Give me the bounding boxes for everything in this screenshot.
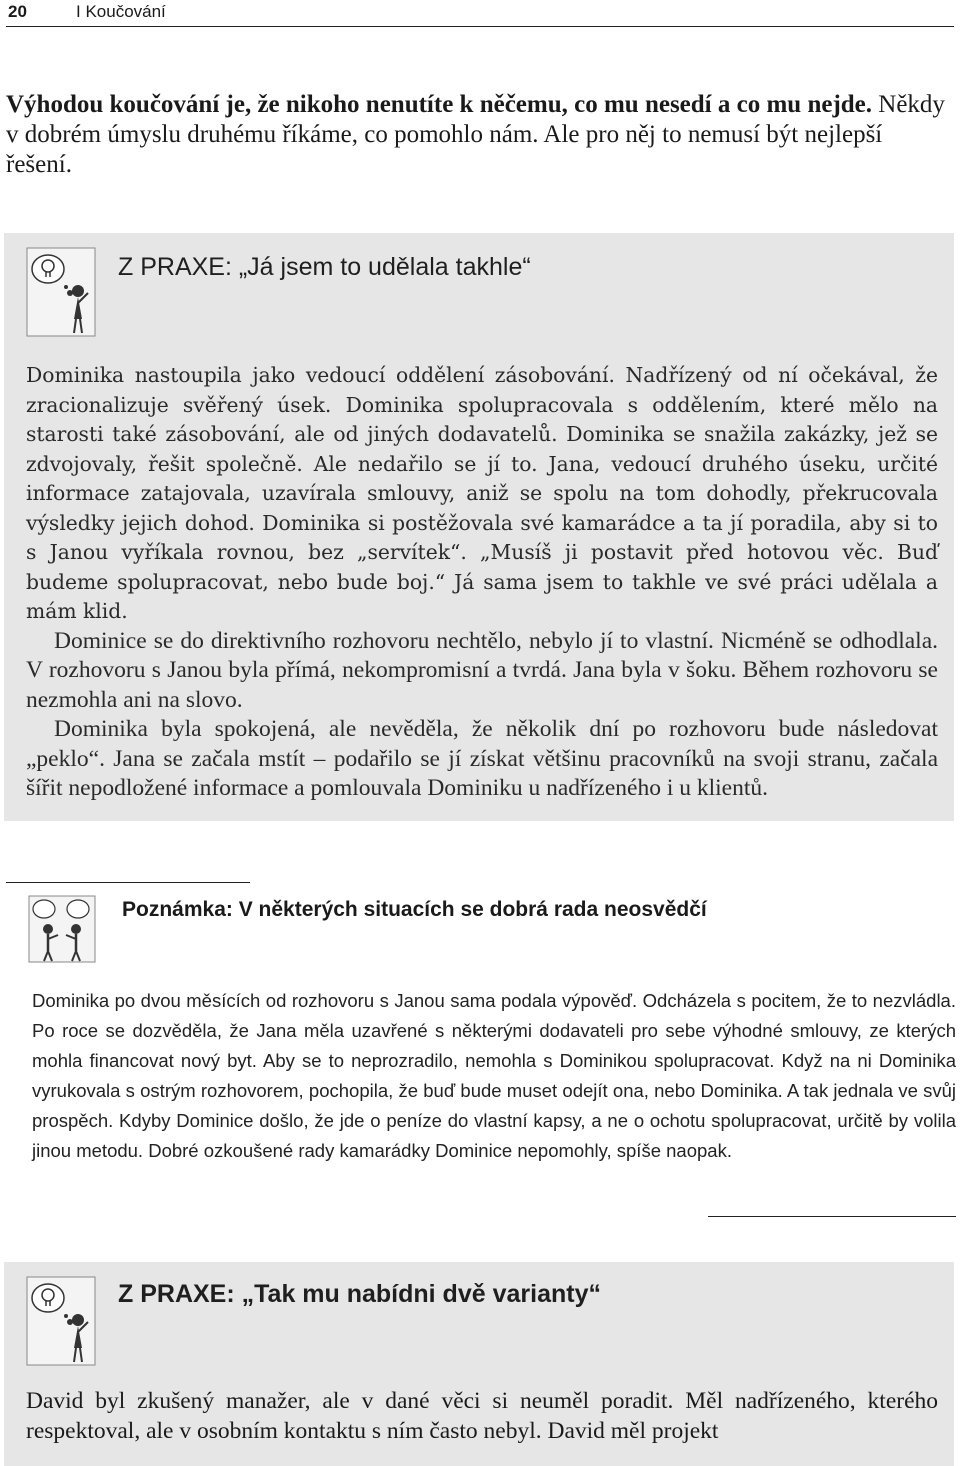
practice-box-1 xyxy=(4,233,954,821)
note-paragraph: Dominika po dvou měsících od rozhovoru s Janou sama podala výpověď. Odcházela s pocitem, že to nezvládla. Po roce se dozvěděla, že Jana měla uzavřené s některými dodavateli pro sebe výhodné smlouvy, ze kterých mohla financovat nový byt. Aby se to neprozradilo, nemohla s Dominikou spolupracovat. Když na ni Dominika vyrukovala s ostrým rozhovorem, pochopila, že buď bude muset odejít ona, nebo Dominika. A tak jednala ve svůj prospěch. Kdyby Dominice došlo, že jde o peníze do vlastní kapsy, a ne o ochotu spolupracovat, určitě by volila jinou metodu. Dobré ozkoušené rady kamarádky Dominice nepomohly, spíše naopak. xyxy=(32,990,956,1161)
page-header xyxy=(6,2,954,27)
practice-body xyxy=(26,1386,938,1446)
intro-rest: Někdy v dobrém úmyslu druhému říkáme, co pomohlo nám. Ale pro něj to nemusí být nejlepší řešení. xyxy=(6,91,945,178)
practice-paragraph-3: Dominika byla spokojená, ale nevěděla, že několik dní po rozhovoru bude následovat „peklo“. Jana se začala mstít – podařilo se jí získat většinu pracovníků na svoji stranu, začala šířit nepodložené informace a pomlouvala Dominiku u nadřízeného i u klientů. xyxy=(26,716,938,801)
practice-title: Z PRAXE: „Tak mu nabídni dvě varianty“ xyxy=(118,1280,601,1308)
note-body xyxy=(32,986,956,1166)
practice-paragraph-1: David byl zkušený manažer, ale v dané věci si neuměl poradit. Měl nadřízeného, kterého respektoval, ale v osobním kontaktu s ním často nebyl. David měl projekt xyxy=(26,1388,938,1444)
practice-box-2 xyxy=(4,1262,954,1466)
note-bottom-rule xyxy=(708,1216,956,1217)
thinking-person-lightbulb-icon xyxy=(26,247,96,347)
practice-title: Z PRAXE: „Já jsem to udělala takhle“ xyxy=(118,253,531,281)
chapter-title: I Koučování xyxy=(76,2,166,21)
two-people-discussion-icon xyxy=(28,895,98,995)
practice-paragraph-1: Dominika nastoupila jako vedoucí oddělení zásobování. Nadřízený od ní očekával, že zracionalizuje svěřený úsek. Dominika spolupracovala s oddělením, které mělo na starosti také zásobování, ale od jiných dodavatelů. Dominika se snažila zakázky, jež se zdvojovaly, řešit společně. Ale nedařilo se jí to. Jana, vedoucí druhého úseku, určité informace zatajovala, uzavírala smlouvy, aniž se spolu na tom dohodly, překrucovala výsledky jejich dohod. Dominika si postěžovala své kamarádce a ta jí poradila, aby si to s Janou vyříkala rovnou, bez „servítek“. „Musíš ji postavit před hotovou věc. Buď budeme spolupracovat, nebo bude boj.“ Já sama jsem to takhle ve své práci udělala a mám klid. xyxy=(26,363,938,623)
practice-paragraph-2: Dominice se do direktivního rozhovoru nechtělo, nebylo jí to vlastní. Nicméně se odhodlala. V rozhovoru s Janou byla přímá, nekompromisní a tvrdá. Jana byla v šoku. Během rozhovoru se nezmohla ani na slovo. xyxy=(26,627,938,713)
page-number: 20 xyxy=(8,2,27,21)
note-top-rule xyxy=(6,882,250,883)
practice-body xyxy=(26,361,938,804)
intro-paragraph xyxy=(6,90,954,180)
intro-bold-sentence: Výhodou koučování je, že nikoho nenutíte k něčemu, co mu nesedí a co mu nejde. xyxy=(6,91,873,118)
note-title: Poznámka: V některých situacích se dobrá rada neosvědčí xyxy=(122,898,707,921)
thinking-person-lightbulb-icon xyxy=(26,1276,96,1376)
